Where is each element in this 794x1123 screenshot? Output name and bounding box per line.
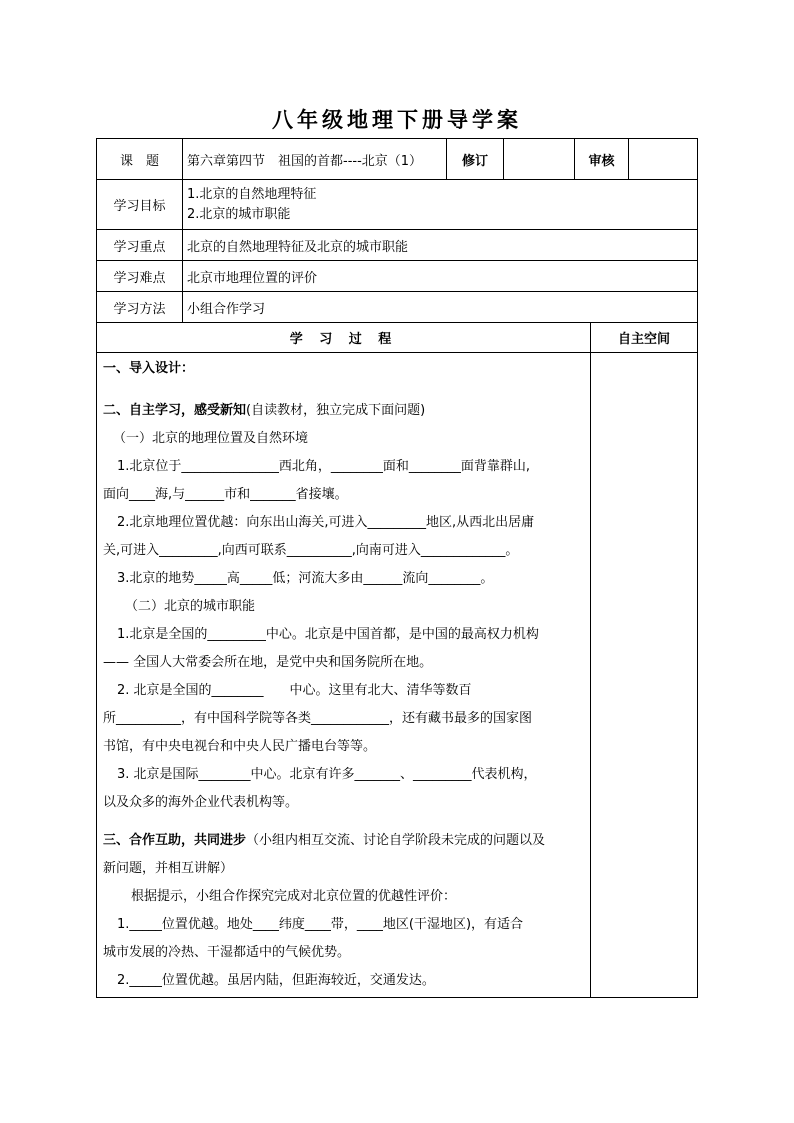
subsection-functions: （二）北京的城市职能 xyxy=(125,599,256,614)
lesson-plan-table xyxy=(96,138,698,998)
function-1-line-2: —— 全国人大常委会所在地，是党中央和国务院所在地。 xyxy=(103,655,433,670)
question-2-line-2: 关,可进入_________,向西可联系__________,向南可进入_____________。 xyxy=(103,543,519,558)
section-cooperation-line-1: 三、合作互助，共同进步（小组内相互交流、讨论自学阶段未完成的问题以及 xyxy=(103,833,546,848)
page-title: 八年级地理下册导学案 xyxy=(272,107,522,132)
function-1-line-1: 1.北京是全国的_________中心。北京是中国首都，是中国的最高权力机构 xyxy=(117,627,539,642)
method-row xyxy=(97,292,698,323)
subsection-location: （一）北京的地理位置及自然环境 xyxy=(113,431,309,446)
function-3-line-1: 3. 北京是国际________中心。北京有许多_______、_________代表机构， xyxy=(117,767,537,782)
evaluation-1-line-1: 1._____位置优越。地处____纬度____带，____地区(干湿地区)，有适合 xyxy=(117,917,524,932)
question-1-line-1: 1.北京位于_______________西北角，________面和________面背靠群山, xyxy=(117,459,531,474)
process-header: 学 习 过 程 xyxy=(97,323,591,353)
self-space-area xyxy=(591,353,698,998)
section-cooperation-line-2: 新问题，并相互讲解） xyxy=(103,861,234,876)
goals-row xyxy=(97,180,698,230)
topic-value: 第六章第四节 祖国的首都----北京（1） xyxy=(183,139,447,180)
difficulty-label: 学习难点 xyxy=(97,261,183,292)
review-value xyxy=(629,139,698,180)
revise-value xyxy=(504,139,575,180)
question-1-line-2: 面向____海,与______市和_______省接壤。 xyxy=(103,487,348,502)
method-label: 学习方法 xyxy=(97,292,183,323)
key-label: 学习重点 xyxy=(97,230,183,261)
goals-label: 学习目标 xyxy=(97,180,183,230)
process-header-row xyxy=(97,323,698,353)
key-row xyxy=(97,230,698,261)
section-self-study: 二、自主学习，感受新知(自读教材，独立完成下面问题) xyxy=(103,403,426,418)
evaluation-1-line-2: 城市发展的冷热、干湿都适中的气候优势。 xyxy=(103,945,351,960)
function-2-line-1: 2. 北京是全国的________ 中心。这里有北大、清华等数百 xyxy=(117,683,472,698)
revise-label: 修订 xyxy=(447,139,504,180)
self-space-header: 自主空间 xyxy=(591,323,698,353)
difficulty-row xyxy=(97,261,698,292)
goal-item: 1.北京的自然地理特征 xyxy=(187,186,317,202)
process-row xyxy=(97,353,698,998)
key-value: 北京的自然地理特征及北京的城市职能 xyxy=(183,230,698,261)
goals-value xyxy=(183,180,698,230)
topic-row xyxy=(97,139,698,180)
evaluation-2: 2._____位置优越。虽居内陆，但距海较近，交通发达。 xyxy=(117,973,435,988)
cooperation-hint: 根据提示，小组合作探究完成对北京位置的优越性评价： xyxy=(131,889,457,904)
question-2-line-1: 2.北京地理位置优越：向东出山海关,可进入_________地区,从西北出居庸 xyxy=(117,515,535,530)
goal-item: 2.北京的城市职能 xyxy=(187,206,291,222)
topic-label: 课 题 xyxy=(97,139,183,180)
method-value: 小组合作学习 xyxy=(183,292,698,323)
difficulty-value: 北京市地理位置的评价 xyxy=(183,261,698,292)
section-intro: 一、导入设计： xyxy=(103,361,195,376)
function-3-line-2: 以及众多的海外企业代表机构等。 xyxy=(103,795,299,810)
review-label: 审核 xyxy=(575,139,629,180)
function-2-line-3: 书馆，有中央电视台和中央人民广播电台等等。 xyxy=(103,739,377,754)
question-3: 3.北京的地势_____高_____低；河流大多由______流向________。 xyxy=(117,571,494,586)
function-2-line-2: 所__________，有中国科学院等各类____________，还有藏书最多的国家图 xyxy=(103,711,533,726)
process-content xyxy=(97,353,591,998)
